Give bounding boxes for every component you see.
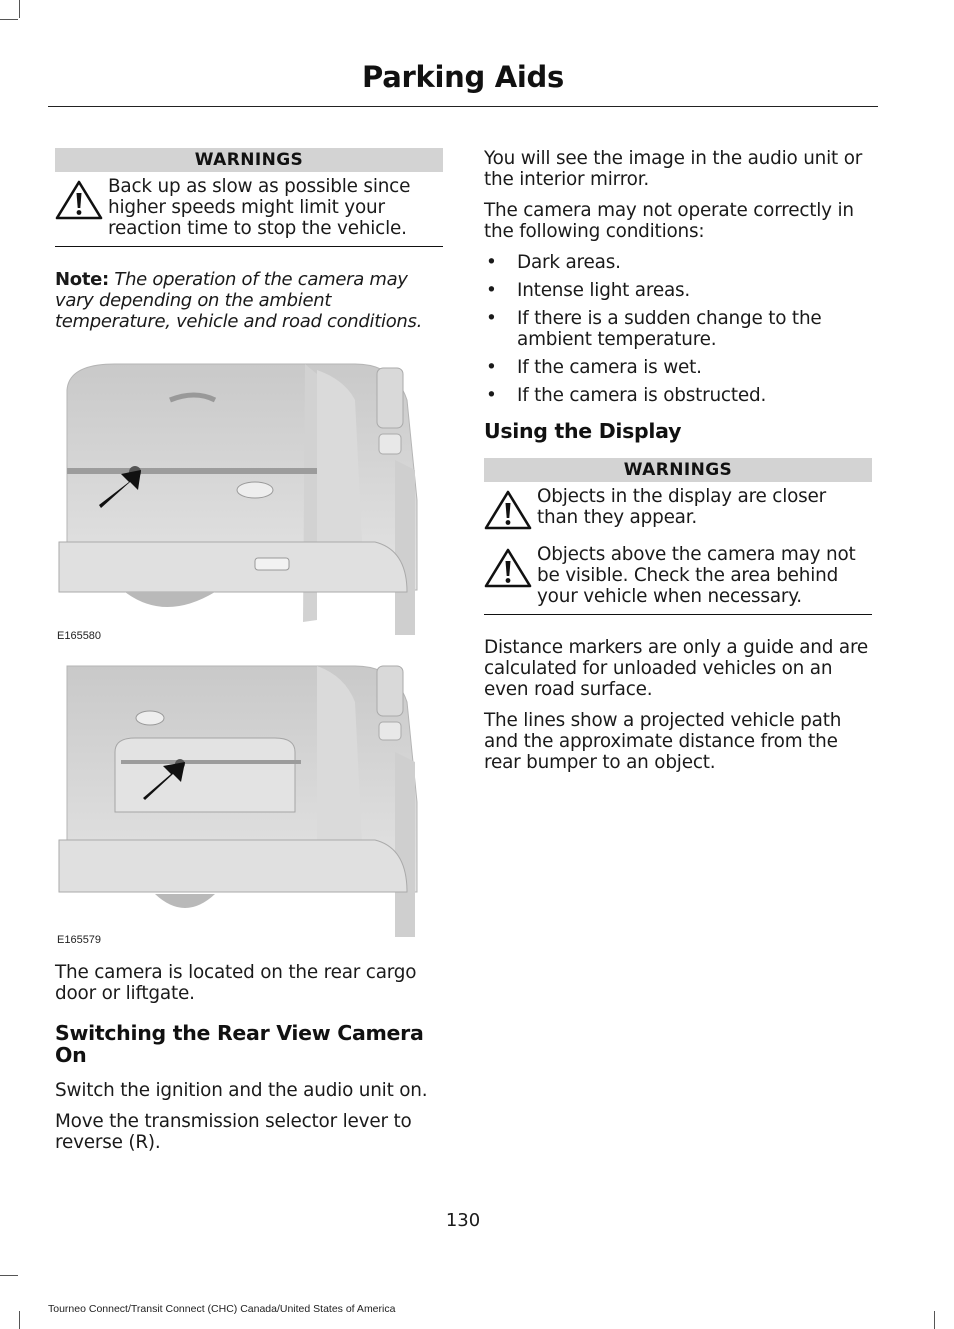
left-column — [55, 148, 443, 1163]
warning-item — [484, 486, 872, 530]
projected-path-text: The lines show a projected vehicle path and the approximate distance from the rear bumper to an object. — [484, 710, 842, 773]
list-item: • If the camera is wet. — [486, 357, 702, 378]
warning-triangle-icon — [484, 490, 532, 530]
warning-triangle-icon — [55, 180, 103, 220]
section-heading-using-display: Using the Display — [484, 419, 682, 443]
figure-liftgate-camera — [55, 662, 443, 948]
warning-item — [55, 176, 443, 239]
reverse-text: Move the transmission selector lever to reverse (R). — [55, 1111, 412, 1153]
section-heading-switching-camera: Switching the Rear View Camera On — [55, 1021, 424, 1067]
warnings-divider — [484, 614, 872, 615]
footer-vehicle-info: Tourneo Connect/Transit Connect (CHC) Canada/United States of America — [48, 1303, 396, 1315]
note — [55, 269, 443, 332]
conditions-list — [484, 252, 872, 406]
list-item: • Intense light areas. — [486, 280, 691, 301]
list-item: • If the camera is obstructed. — [486, 385, 767, 406]
bullet: • — [486, 280, 497, 301]
rear-van-illustration-handle — [55, 360, 443, 635]
warnings-divider — [55, 246, 443, 247]
note-label: Note: — [55, 269, 109, 290]
title-divider — [48, 106, 878, 107]
bullet: • — [486, 308, 497, 329]
right-column — [484, 148, 872, 783]
warnings-heading: WARNINGS — [55, 148, 443, 172]
conditions-intro-text: The camera may not operate correctly in the following conditions: — [484, 200, 854, 242]
camera-location-text: The camera is located on the rear cargo door or liftgate. — [55, 962, 417, 1004]
page-title: Parking Aids — [362, 60, 564, 94]
crop-mark — [0, 1275, 18, 1276]
warnings-heading: WARNINGS — [484, 458, 872, 482]
list-item: • Dark areas. — [486, 252, 621, 273]
warning-item — [484, 544, 872, 607]
crop-mark — [19, 1311, 20, 1329]
bullet: • — [486, 357, 497, 378]
figure-code: E165580 — [57, 630, 102, 642]
ignition-text: Switch the ignition and the audio unit on. — [55, 1080, 428, 1101]
crop-mark — [19, 0, 20, 18]
crop-mark — [0, 19, 18, 20]
warning-text: Objects in the display are closer than they appear. — [537, 486, 827, 528]
warning-text: Objects above the camera may not be visible. Check the area behind your vehicle when necessary. — [537, 544, 856, 607]
note-text: The operation of the camera may vary depending on the ambient temperature, vehicle and road conditions. — [55, 269, 423, 332]
image-location-text: You will see the image in the audio unit or the interior mirror. — [484, 148, 863, 190]
warning-text: Back up as slow as possible since higher speeds might limit your reaction time to stop the vehicle. — [108, 176, 411, 239]
page-number: 130 — [445, 1210, 481, 1231]
bullet: • — [486, 252, 497, 273]
figure-rear-door-camera — [55, 360, 443, 642]
crop-mark — [934, 1311, 935, 1329]
figure-code: E165579 — [57, 934, 102, 946]
distance-markers-text: Distance markers are only a guide and are calculated for unloaded vehicles on an even road surface. — [484, 637, 869, 700]
rear-van-illustration-liftgate — [55, 662, 443, 937]
list-item: • If there is a sudden change to the ambient temperature. — [486, 308, 822, 350]
bullet: • — [486, 385, 497, 406]
warning-triangle-icon — [484, 548, 532, 588]
